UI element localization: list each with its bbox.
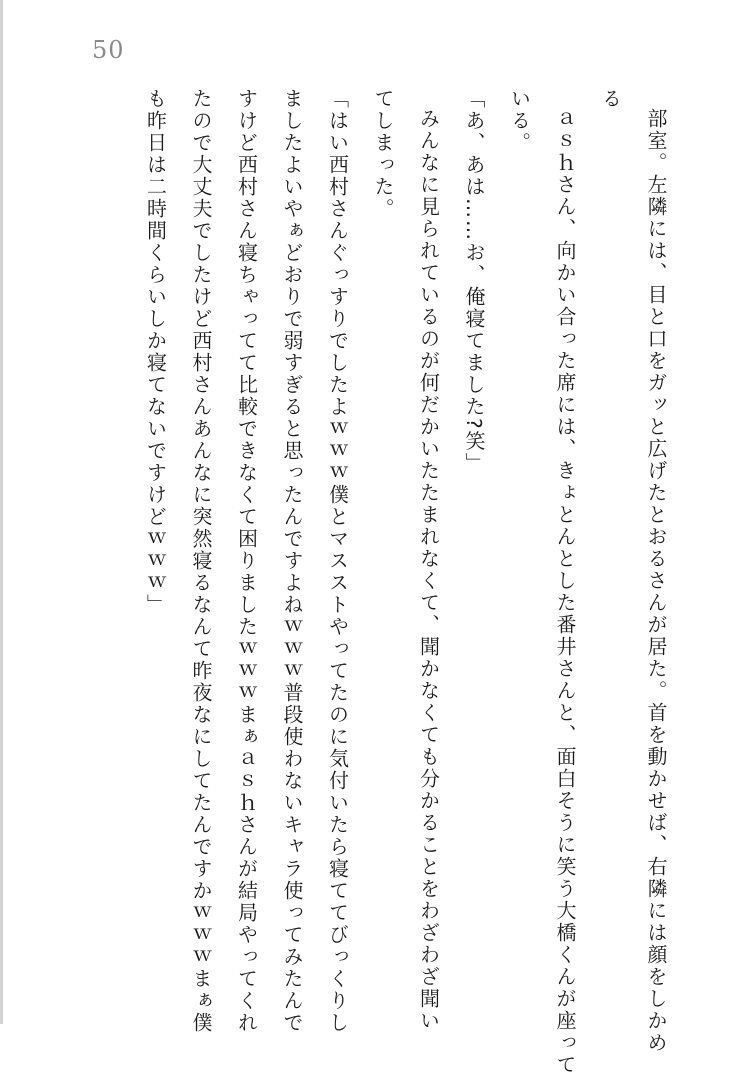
text-line: てしまった。 (371, 88, 395, 220)
text-line: 部室。左隣には、目と口をガッと広げたとおるさんが居た。首を動かせば、右隣には顔をしかめ (644, 108, 668, 1054)
page-number: 50 (92, 36, 125, 64)
text-line: も昨日は二時間くらいしか寝てないですけどｗｗｗ」 (143, 88, 168, 616)
text-line: る (598, 88, 623, 110)
text-line: 「はい西村さんぐっすりでしたよｗｗｗ僕とマスストやってたのに気付いたら寝ててびっくりし (325, 88, 350, 1034)
text-line: ましたよいやぁどおりで弱すぎると思ったんですよねｗｗｗ普段使わないキャラ使ってみたんで (280, 88, 304, 1034)
text-line: みんなに見られているのが何だかいたたまれなくて、聞かなくても分かることをわざわざ聞い (416, 108, 441, 1032)
text-line: たので大丈夫でしたけど西村さんあんなに突然寝るなんて昨夜なにしてたんですかｗｗｗまぁ僕 (189, 88, 213, 1034)
text-line: 「あ、あは……お、俺寝てました?笑」 (462, 88, 486, 475)
text-line: すけど西村さん寝ちゃってて比較できなくて困りましたｗｗｗまぁａｓｈさんが結局やってくれ (234, 88, 259, 1034)
page-left-edge (0, 0, 3, 1024)
text-line: いる。 (507, 88, 532, 154)
vertical-body-text (132, 88, 678, 1076)
text-line: ａｓｈさん、向かい合った席には、きょとんとした番井さんと、面白そうに笑う大橋くんが座って (553, 108, 577, 1076)
